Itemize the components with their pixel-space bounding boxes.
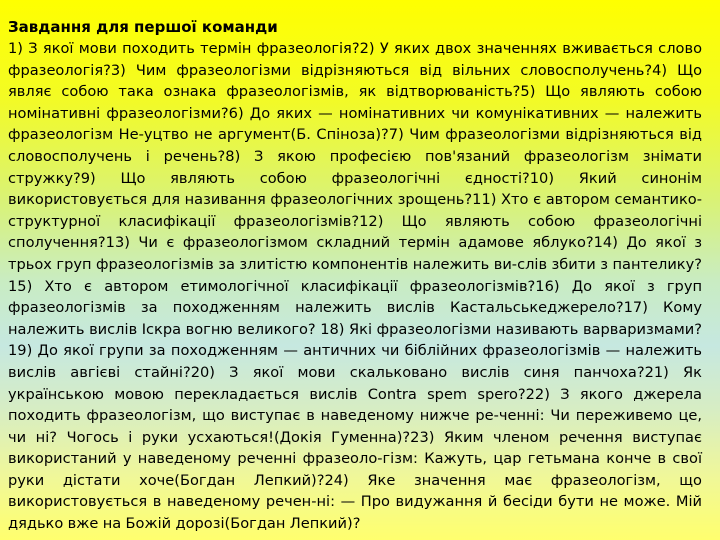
- slide-title: Завдання для першої команди: [8, 18, 278, 36]
- questions-text: 1) З якої мови походить термін фразеологія?2) У яких двох значеннях вживається слово фразеологія?3) Чим фразеологізми відрізняються від вільних словосполучень?4) Що являє собою така ознака фразеологізмів, як відтворюваність?5) Що являють собою номінативні фразеологізми?6) До яких — номінативних чи комунікативних — належить фразеологізм Не-уцтво не аргумент(Б. Спіноза)?7) Чим фразеологізми відрізняються від словосполучень і речень?8) З якою професією пов'язаний фразеологізм знімати стружку?9) Що являють собою фразеологічні єдності?10) Який синонім використовується для називання фразеологічних зрощень?11) Хто є автором семантико-структурної класифікації фразеологізмів?12) Що являють собою фразеологічні сполучення?13) Чи є фразеологізмом складний термін адамове яблуко?14) До якої з трьох груп фразеологізмів за злитістю компонентів належить ви-слів збити з пантелику?15) Хто є автором етимологічної класифікації фразеологізмів?16) До якої з груп фразеологізмів за походженням належить вислів Кастальськеджерело?17) Кому належить вислів Іскра вогню великого? 18) Які фразеологізми називають варваризмами?19) До якої групи за походженням — античних чи біблійних фразеологізмів — належить вислів авгієві стайні?20) З якої мови скальковано вислів синя панчоха?21) Як українською мовою перекладається вислів Contra spem spero?22) З якого джерела походить фразеологізм, що виступає в наведеному нижче ре-ченні: Чи переживемо це, чи ні? Чогось і руки усхаються!(Докія Гуменна)?23) Яким членом речення виступає використаний у наведеному реченні фразеоло-гізм: Кажуть, цар гетьмана конче в свої руки дістати хоче(Богдан Лепкий)?24) Яке значення має фразеологізм, що використовується в наведеному речен-ні: — Про видужання й бесіди бути не може. Мій дядько вже на Божій дорозі(Богдан Лепкий)?: [8, 40, 702, 533]
